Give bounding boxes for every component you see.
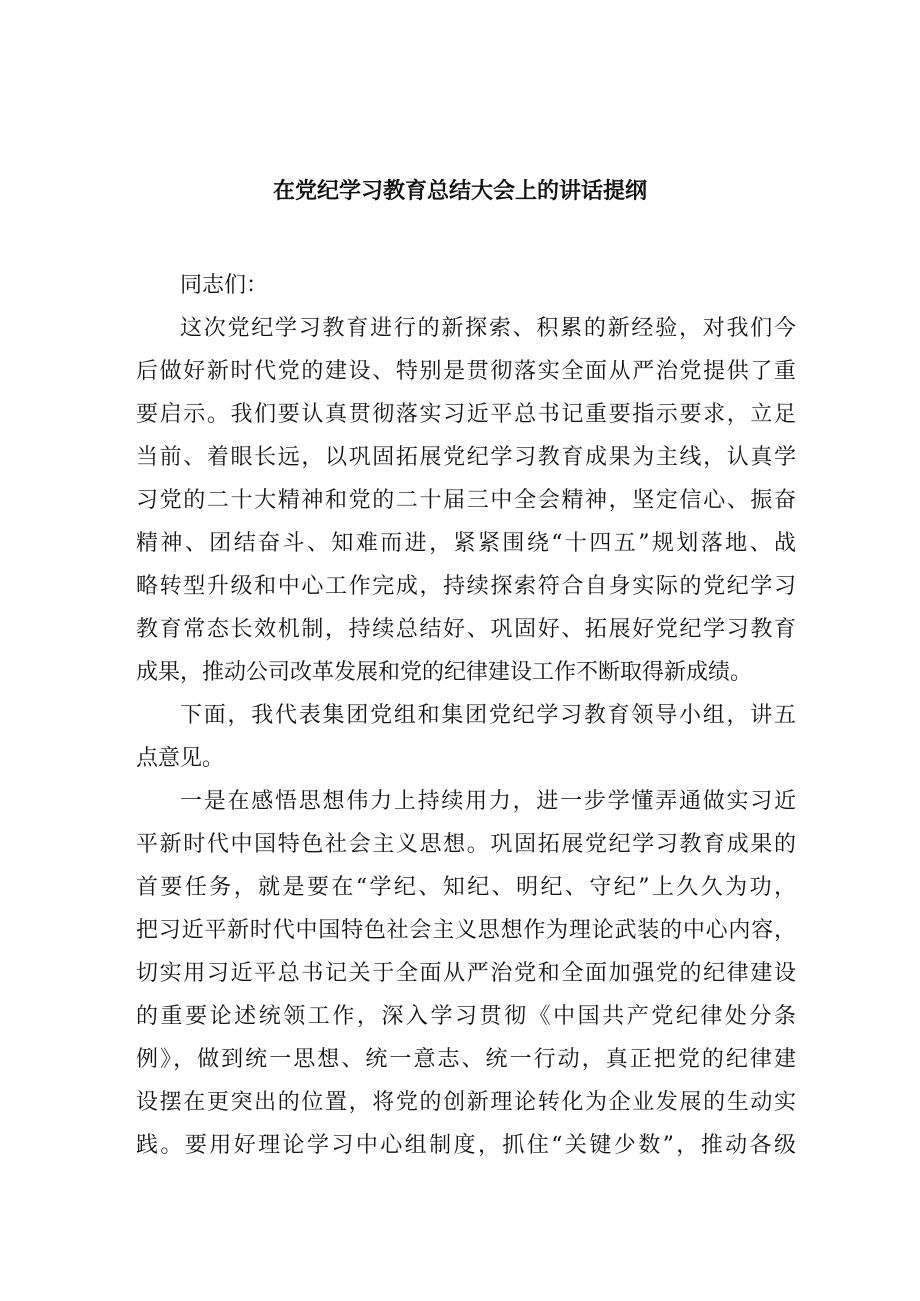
paragraph-1-line-3: 要启示。我们要认真贯彻落实习近平总书记重要指示要求，立足: [136, 402, 796, 427]
document-body: [136, 264, 796, 1167]
paragraph-2-line-1: 下面，我代表集团党组和集团党纪学习教育领导小组，讲五: [180, 703, 796, 728]
paragraph-2-line-2: 点意见。: [136, 746, 225, 771]
paragraph-1-line-7: 略转型升级和中心工作完成，持续探索符合自身实际的党纪学习: [136, 574, 796, 599]
paragraph-3-line-3: 首要任务，就是要在“学纪、知纪、明纪、守纪”上久久为功，: [136, 875, 796, 900]
salutation-line: 同志们：: [180, 273, 269, 298]
paragraph-1-line-8: 教育常态长效机制，持续总结好、巩固好、拓展好党纪学习教育: [136, 617, 796, 642]
paragraph-3-line-4: 把习近平新时代中国特色社会主义思想作为理论武装的中心内容，: [136, 918, 796, 943]
paragraph-3-line-5: 切实用习近平总书记关于全面从严治党和全面加强党的纪律建设: [136, 961, 796, 986]
paragraph-1-line-5: 习党的二十大精神和党的二十届三中全会精神，坚定信心、振奋: [136, 488, 796, 513]
paragraph-3-line-1: 一是在感悟思想伟力上持续用力，进一步学懂弄通做实习近: [180, 789, 796, 814]
paragraph-3-line-6: 的重要论述统领工作，深入学习贯彻《中国共产党纪律处分条: [136, 1004, 796, 1029]
paragraph-3-line-9: 践。要用好理论学习中心组制度，抓住“关键少数”，推动各级: [136, 1133, 796, 1158]
paragraph-1-line-1: 这次党纪学习教育进行的新探索、积累的新经验，对我们今: [180, 316, 796, 341]
paragraph-3-line-8: 设摆在更突出的位置，将党的创新理论转化为企业发展的生动实: [136, 1090, 796, 1115]
paragraph-3-line-7: 例》，做到统一思想、统一意志、统一行动，真正把党的纪律建: [136, 1047, 796, 1072]
paragraph-3-line-2: 平新时代中国特色社会主义思想。巩固拓展党纪学习教育成果的: [136, 832, 796, 857]
paragraph-1-line-6: 精神、团结奋斗、知难而进，紧紧围绕“十四五”规划落地、战: [136, 531, 796, 556]
paragraph-1-line-9: 成果，推动公司改革发展和党的纪律建设工作不断取得新成绩。: [136, 660, 753, 685]
paragraph-1-line-4: 当前、着眼长远，以巩固拓展党纪学习教育成果为主线，认真学: [136, 445, 796, 470]
paragraph-1-line-2: 后做好新时代党的建设、特别是贯彻落实全面从严治党提供了重: [136, 359, 796, 384]
document-title: 在党纪学习教育总结大会上的讲话提纲: [272, 179, 647, 204]
